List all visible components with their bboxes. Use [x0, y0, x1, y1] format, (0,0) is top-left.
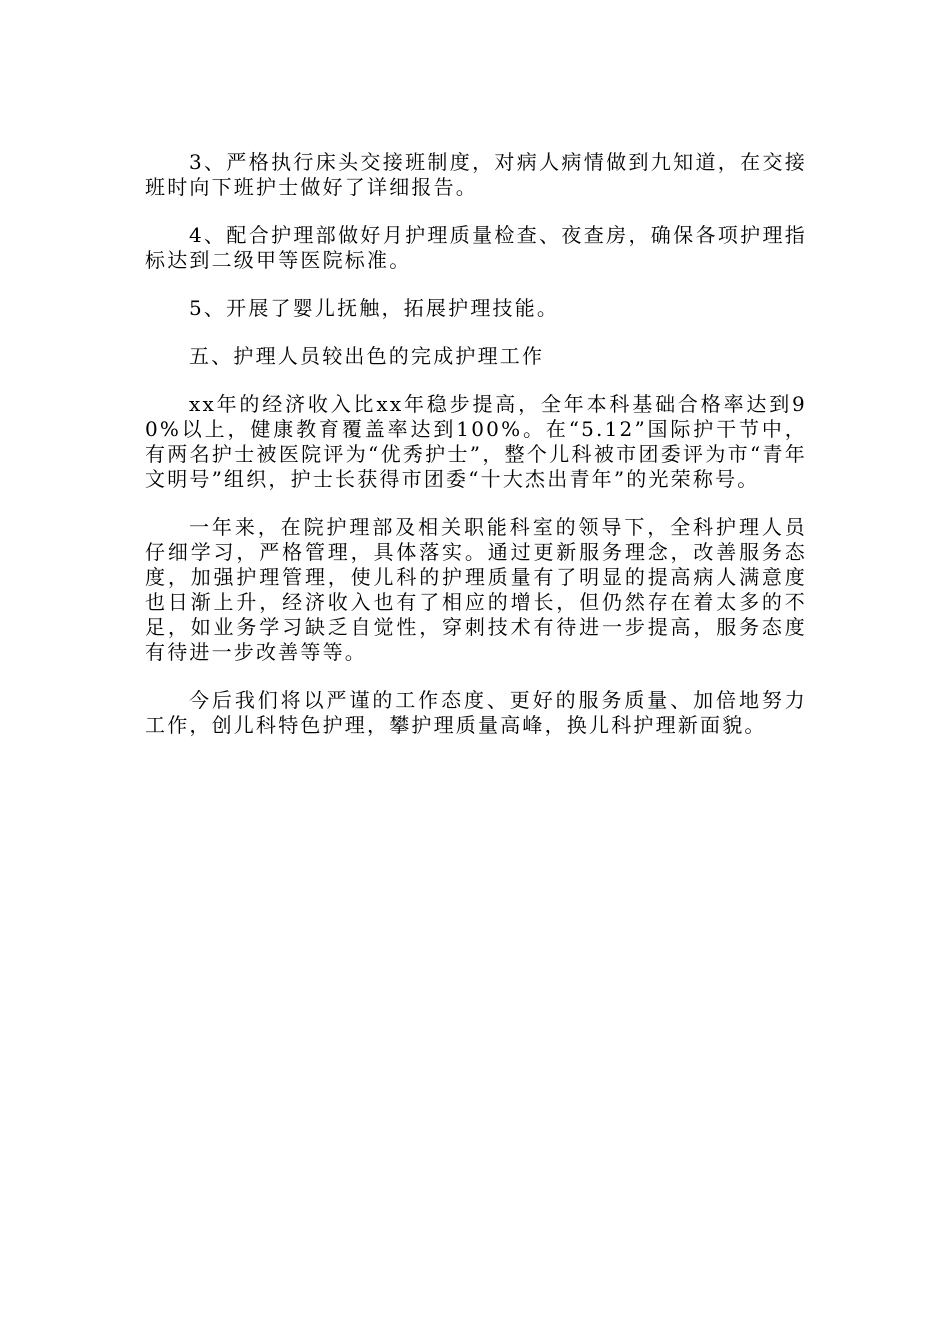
paragraph-item-5: 5、开展了婴儿抚触，拓展护理技能。	[189, 296, 560, 320]
paragraph-item-4: 4、配合护理部做好月护理质量检查、夜查房，确保各项护理指标达到二级甲等医院标准。	[145, 223, 807, 272]
document-body	[145, 150, 807, 761]
paragraph-income-achievements: xx年的经济收入比xx年稳步提高，全年本科基础合格率达到90%以上，健康教育覆盖率达到100%。在“5.12”国际护干节中，有两名护士被医院评为“优秀护士”，整个儿科被市团委评为市“青年文明号”组织，护士长获得市团委“十大杰出青年”的光荣称号。	[145, 392, 807, 491]
paragraph-year-summary: 一年来，在院护理部及相关职能科室的领导下，全科护理人员仔细学习，严格管理，具体落实。通过更新服务理念，改善服务态度，加强护理管理，使儿科的护理质量有了明显的提高病人满意度也日渐上升，经济收入也有了相应的增长，但仍然存在着太多的不足，如业务学习缺乏自觉性，穿刺技术有待进一步提高，服务态度有待进一步改善等等。	[145, 515, 807, 664]
section-heading-5: 五、护理人员较出色的完成护理工作	[189, 344, 545, 368]
paragraph-future-plans: 今后我们将以严谨的工作态度、更好的服务质量、加倍地努力工作，创儿科特色护理，攀护理质量高峰，换儿科护理新面貌。	[145, 688, 807, 737]
paragraph-item-3: 3、严格执行床头交接班制度，对病人病情做到九知道，在交接班时向下班护士做好了详细报告。	[145, 150, 807, 199]
